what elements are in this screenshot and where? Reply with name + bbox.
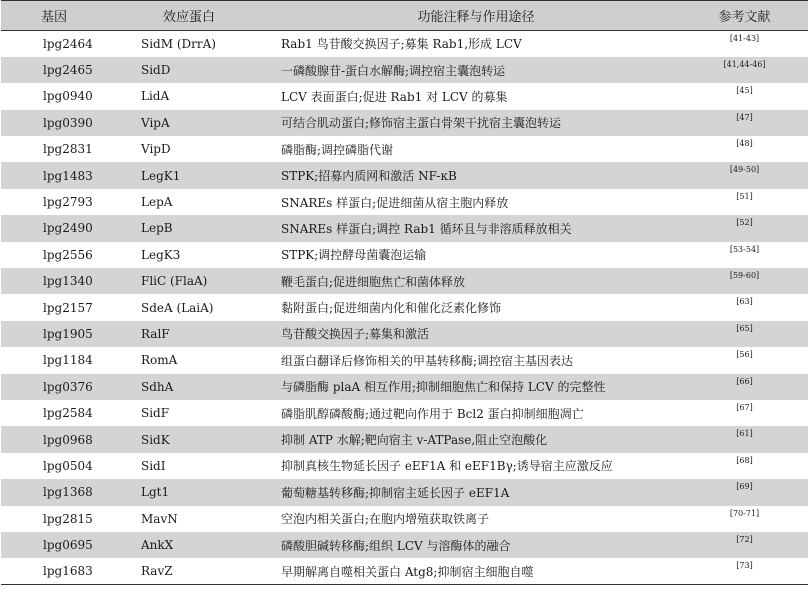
- table-row: [1, 136, 808, 162]
- ref-cell: [56]: [736, 350, 753, 360]
- effector-cell: LepA: [141, 195, 173, 210]
- table-row: [1, 189, 808, 215]
- ref-cell: [72]: [736, 534, 753, 544]
- gene-cell: lpg1368: [43, 485, 93, 500]
- table-row: [1, 347, 808, 373]
- function-cell: SNAREs 样蛋白;促进细菌从宿主胞内释放: [281, 195, 509, 210]
- ref-cell: [48]: [736, 139, 753, 149]
- ref-cell: [52]: [736, 218, 753, 228]
- ref-cell: [49-50]: [729, 165, 760, 175]
- gene-cell: lpg2584: [43, 406, 93, 421]
- gene-cell: lpg0695: [43, 538, 93, 553]
- gene-cell: lpg1683: [1, 558, 107, 584]
- table-row: [1, 374, 808, 400]
- effector-cell: MavN: [141, 511, 178, 526]
- effector-cell: VipD: [141, 142, 171, 157]
- table-row: [1, 83, 808, 109]
- ref-cell: [67]: [736, 402, 753, 412]
- gene-cell: lpg0376: [43, 379, 93, 394]
- table-row: [1, 400, 808, 426]
- effector-cell: LegK1: [141, 168, 181, 183]
- ref-cell: [47]: [736, 112, 753, 122]
- effector-cell: LepB: [141, 221, 173, 236]
- ref-cell: [69]: [736, 482, 753, 492]
- function-cell: 鸟苷酸交换因子;募集和激活: [281, 327, 430, 342]
- effector-cell: RomA: [141, 353, 178, 368]
- effector-cell: RavZ: [107, 558, 271, 584]
- function-cell: Rab1 鸟苷酸交换因子;募集 Rab1,形成 LCV: [281, 37, 522, 52]
- function-cell: 磷酸胆碱转移酶;组织 LCV 与溶酶体的融合: [281, 538, 511, 553]
- header-function: 功能注释与作用途径: [271, 1, 681, 31]
- gene-cell: lpg1340: [43, 274, 93, 289]
- ref-cell: [66]: [736, 376, 753, 386]
- table-row: [1, 57, 808, 83]
- ref-cell: [61]: [736, 429, 753, 439]
- effector-cell: SidI: [141, 458, 166, 473]
- effector-cell: Lgt1: [141, 485, 170, 500]
- function-cell: 一磷酸腺苷-蛋白水解酶;调控宿主囊泡转运: [281, 63, 506, 78]
- effector-cell: FliC (FlaA): [141, 274, 208, 289]
- table-row: [1, 321, 808, 347]
- gene-cell: lpg2831: [43, 142, 93, 157]
- table-row: [1, 215, 808, 241]
- function-cell: 可结合肌动蛋白;修饰宿主蛋白骨架干扰宿主囊泡转运: [281, 116, 562, 131]
- function-cell: 与磷脂酶 plaA 相互作用;抑制细胞焦亡和保持 LCV 的完整性: [281, 380, 606, 395]
- effector-cell: VipA: [141, 115, 170, 130]
- function-cell: LCV 表面蛋白;促进 Rab1 对 LCV 的募集: [281, 89, 508, 104]
- header-ref: 参考文献: [681, 1, 808, 31]
- table-row: [1, 31, 808, 57]
- function-cell: 鞭毛蛋白;促进细胞焦亡和菌体释放: [281, 274, 466, 289]
- gene-cell: lpg0390: [43, 115, 93, 130]
- table-header-row: [1, 1, 808, 31]
- gene-cell: lpg2157: [43, 300, 93, 315]
- ref-cell: [51]: [736, 191, 753, 201]
- ref-cell: [59-60]: [729, 271, 760, 281]
- function-cell: 磷脂酶;调控磷脂代谢: [281, 142, 394, 157]
- ref-cell: [41-43]: [729, 34, 760, 43]
- gene-cell: lpg2793: [43, 195, 93, 210]
- effector-cell: SidF: [141, 406, 170, 421]
- header-effector: 效应蛋白: [107, 1, 271, 31]
- effector-cell: SdhA: [141, 379, 174, 394]
- header-gene: 基因: [1, 1, 107, 31]
- function-cell: SNAREs 样蛋白;调控 Rab1 循环且与非溶质释放相关: [281, 221, 572, 236]
- effector-cell: AnkX: [141, 538, 174, 553]
- table-row: [1, 453, 808, 479]
- function-cell: 早期解离自噬相关蛋白 Atg8;抑制宿主细胞自噬: [271, 558, 681, 584]
- table-row: [1, 268, 808, 294]
- effector-cell: SdeA (LaiA): [141, 300, 214, 315]
- gene-cell: lpg1905: [43, 326, 93, 341]
- gene-cell: lpg1483: [43, 168, 93, 183]
- table-row: [1, 426, 808, 452]
- table-row: [1, 162, 808, 188]
- function-cell: 黏附蛋白;促进细菌内化和催化泛素化修饰: [281, 301, 502, 316]
- effector-cell: SidD: [141, 63, 171, 78]
- table-row: [1, 506, 808, 532]
- ref-cell: [65]: [736, 323, 753, 333]
- effector-cell: LegK3: [141, 247, 181, 262]
- table-row: [1, 242, 808, 268]
- effector-cell: LidA: [141, 89, 170, 104]
- function-cell: 空泡内相关蛋白;在胞内增殖获取铁离子: [281, 512, 490, 527]
- function-cell: 磷脂肌醇磷酸酶;通过靶向作用于 Bcl2 蛋白抑制细胞凋亡: [281, 406, 584, 421]
- gene-cell: lpg2465: [43, 63, 93, 78]
- function-cell: 组蛋白翻译后修饰相关的甲基转移酶;调控宿主基因表达: [281, 353, 574, 368]
- function-cell: 抑制真核生物延长因子 eEF1A 和 eEF1Bγ;诱导宿主应激反应: [281, 459, 613, 474]
- gene-cell: lpg0504: [43, 458, 93, 473]
- effector-cell: RalF: [141, 326, 170, 341]
- ref-cell: [68]: [736, 455, 753, 465]
- table-row: [1, 479, 808, 505]
- table-row: [1, 294, 808, 320]
- ref-cell: [41,44-46]: [723, 59, 766, 69]
- ref-cell: [70-71]: [729, 508, 760, 518]
- effector-cell: SidM (DrrA): [141, 36, 216, 51]
- ref-cell: [73]: [681, 558, 808, 584]
- ref-cell: [45]: [736, 86, 753, 96]
- gene-cell: lpg2815: [43, 511, 93, 526]
- ref-cell: [53-54]: [729, 244, 760, 254]
- gene-cell: lpg0940: [43, 89, 93, 104]
- function-cell: STPK;调控酵母菌囊泡运输: [281, 248, 427, 263]
- gene-cell: lpg1184: [43, 353, 93, 368]
- function-cell: 抑制 ATP 水解;靶向宿主 v-ATPase,阻止空泡酸化: [281, 433, 548, 448]
- table-row: [1, 532, 808, 558]
- effector-cell: SidK: [141, 432, 170, 447]
- function-cell: STPK;招募内质网和激活 NF-κB: [281, 169, 457, 184]
- table-row: [1, 558, 808, 584]
- gene-cell: lpg2490: [43, 221, 93, 236]
- ref-cell: [63]: [736, 297, 753, 307]
- effector-table: [1, 0, 808, 585]
- table-body: [1, 31, 808, 585]
- gene-cell: lpg2556: [43, 247, 93, 262]
- gene-cell: lpg2464: [43, 36, 93, 51]
- function-cell: 葡萄糖基转移酶;抑制宿主延长因子 eEF1A: [281, 485, 510, 500]
- gene-cell: lpg0968: [43, 432, 93, 447]
- table-row: [1, 110, 808, 136]
